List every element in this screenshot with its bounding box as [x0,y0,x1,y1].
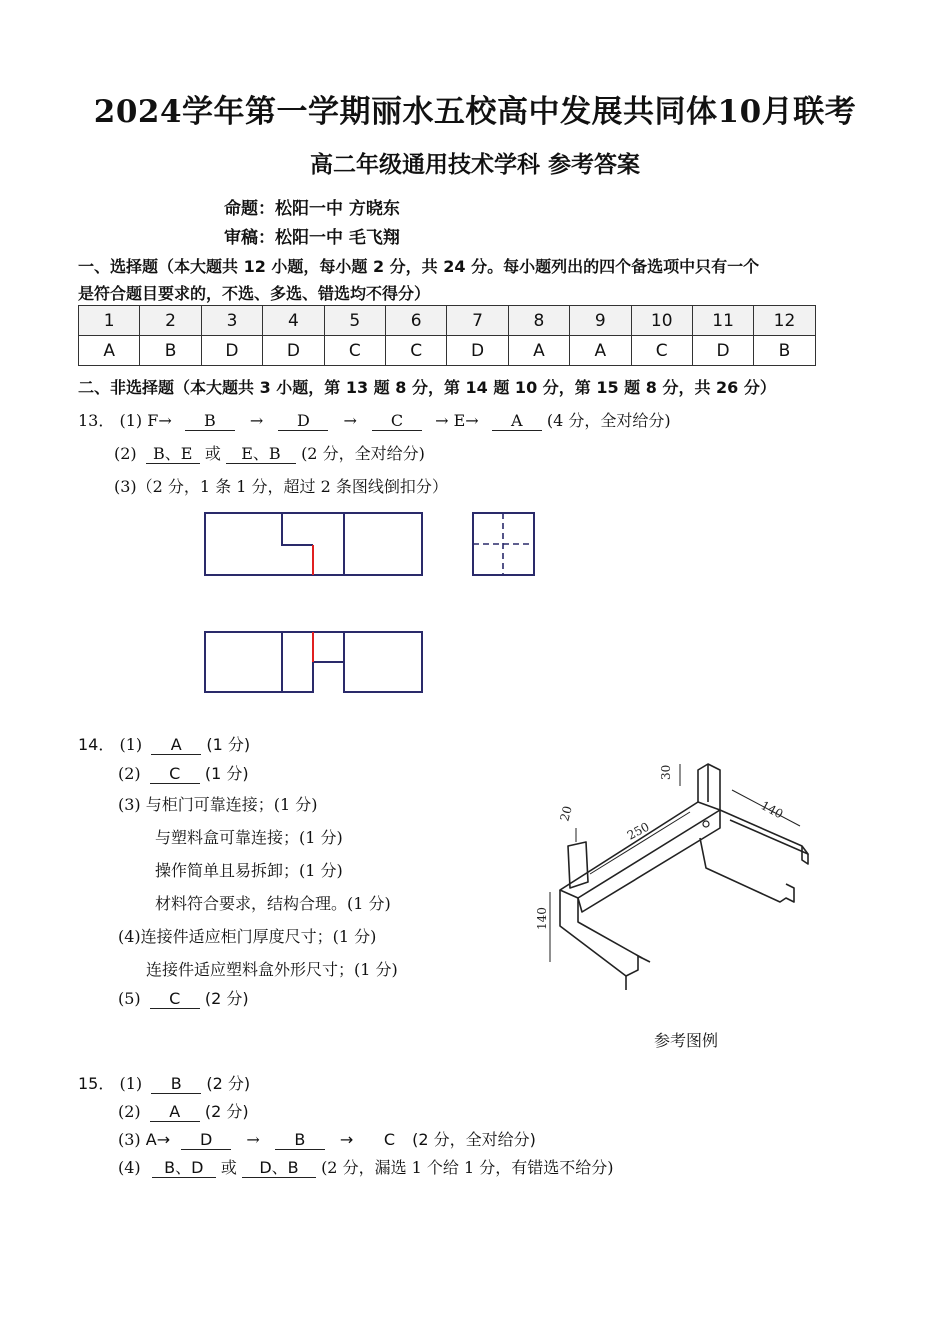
question-number: 4 [263,306,324,336]
q13-p2-or: 或 [204,444,221,463]
figure-caption: 参考图例 [654,1031,719,1050]
q14-p2-note: (1 分) [204,764,249,783]
q13-part3: (3)（2 分，1 条 1 分，超过 2 条图线倒扣分） [114,477,448,496]
section1-heading-line1: 一、选择题（本大题共 12 小题，每小题 2 分，共 24 分。每小题列出的四个备选项中只有一个 [78,257,760,276]
q15-p4-note: (2 分，漏选 1 个给 1 分，有错选不给分) [321,1158,614,1177]
q15-p3-answer2: B [275,1131,325,1150]
q15-p4-answer1: B、D [152,1159,216,1178]
q15-p3-a: A→ [145,1130,171,1149]
q13-e-arrow: → E→ [435,411,479,430]
q13-answer-blank: A [492,412,542,431]
q14-p3-line1: (3) 与柜门可靠连接；(1 分) [118,795,318,814]
q15-part1 [78,1071,250,1094]
q14-p5-prefix: (5) [118,989,141,1008]
q15-p2-answer: A [150,1103,200,1122]
q14-p5-answer: C [150,990,200,1009]
q13-answer-blank: D [278,412,328,431]
q14-p1-prefix: (1) [119,735,143,754]
q13-three-view-drawing [195,505,555,700]
q15-p3-prefix: (3) [118,1130,141,1149]
answer-table-answer-row [79,336,816,366]
page-subtitle: 高二年级通用技术学科 参考答案 [309,151,640,178]
q13-p1-prefix: (1) F→ [119,411,172,430]
answer-cell: B [754,336,815,366]
q15-p3-answer1: D [181,1131,231,1150]
answer-cell: D [263,336,324,366]
q15-p4-answer2: D、B [242,1159,316,1178]
q15-part2 [118,1099,249,1122]
question-number: 12 [754,306,815,336]
q13-label: 13． [78,411,115,430]
right-arm [720,810,808,854]
q14-label: 14． [78,735,115,754]
answer-table-header-row [79,306,816,336]
arrow: → [343,411,357,430]
question-number: 7 [447,306,508,336]
left-leg [560,890,650,976]
answer-cell: C [385,336,446,366]
left-small-hook [568,842,588,888]
q15-part3 [118,1127,536,1150]
question-number: 10 [631,306,692,336]
answer-table [78,305,816,366]
q15-p4-or: 或 [220,1158,237,1177]
q13-part2 [114,441,425,464]
q15-p3-c: → C [339,1130,395,1149]
q14-part2 [118,761,249,784]
question-number: 11 [692,306,753,336]
q15-p2-note: (2 分) [204,1102,249,1121]
section1-heading-line2: 是符合题目要求的，不选、多选、错选均不得分） [78,284,431,303]
q15-p1-prefix: (1) [119,1074,143,1093]
question-number: 8 [508,306,569,336]
answer-cell: C [631,336,692,366]
author-line: 命题：松阳一中 方晓东 [224,199,400,219]
section2-heading: 二、非选择题（本大题共 3 小题，第 13 题 8 分，第 14 题 10 分，第 15 题 8 分，共 26 分） [78,378,776,397]
q14-p2-prefix: (2) [118,764,141,783]
question-number: 1 [79,306,140,336]
q13-p2-answer2: E、B [226,445,296,464]
q15-p1-note: (2 分) [206,1074,251,1093]
question-number: 9 [570,306,631,336]
question-number: 3 [201,306,262,336]
q14-p1-answer: A [151,736,201,755]
answer-cell: D [201,336,262,366]
answer-cell: D [447,336,508,366]
answer-cell: D [692,336,753,366]
q14-p2-answer: C [150,765,200,784]
q15-p3-note: (2 分，全对给分) [412,1130,536,1149]
q14-p3-line4: 材料符合要求，结构合理。(1 分) [155,894,391,913]
q15-p2-prefix: (2) [118,1102,141,1121]
q14-part1 [78,732,250,755]
q13-p1-note: (4 分，全对给分) [546,411,671,430]
arrow: → [249,411,264,430]
q14-part5 [118,986,249,1009]
q13-answer-blank: B [185,412,235,431]
answer-cell: A [508,336,569,366]
q14-p3-line2: 与塑料盒可靠连接；(1 分) [155,828,343,847]
question-number: 2 [140,306,201,336]
q15-label: 15． [78,1074,115,1093]
q15-p1-answer: B [151,1075,201,1094]
question-number: 6 [385,306,446,336]
q14-p1-note: (1 分) [206,735,251,754]
q14-reference-figure [530,750,830,1015]
q13-p2-answer1: B、E [146,445,200,464]
dim-30: 30 [659,764,673,780]
reviewer-line: 审稿：松阳一中 毛飞翔 [224,228,400,248]
answer-cell: C [324,336,385,366]
dim-250: 250 [624,819,652,843]
question-number: 5 [324,306,385,336]
answer-cell: A [570,336,631,366]
dim-20: 20 [557,804,575,823]
q14-p5-note: (2 分) [204,989,249,1008]
front-view-step [282,513,313,545]
q15-part4 [118,1155,614,1178]
q14-p4-line1: (4)连接件适应柜门厚度尺寸；(1 分) [118,927,377,946]
page-title: 2024学年第一学期丽水五校高中发展共同体10月联考 [93,94,857,130]
dim-140-left: 140 [535,907,549,930]
q15-p4-prefix: (4) [118,1158,141,1177]
answer-cell: A [79,336,140,366]
dim-140-right: 140 [758,798,786,822]
answer-cell: B [140,336,201,366]
q14-p3-line3: 操作简单且易拆卸；(1 分) [155,861,343,880]
q13-p2-prefix: (2) [114,444,137,463]
q13-answer-blank: C [372,412,422,431]
q14-p4-line2: 连接件适应塑料盒外形尺寸；(1 分) [146,960,398,979]
q13-part1 [78,408,671,431]
q13-p2-note: (2 分，全对给分) [301,444,425,463]
right-arm-lower [700,838,794,902]
arrow: → [246,1130,260,1149]
